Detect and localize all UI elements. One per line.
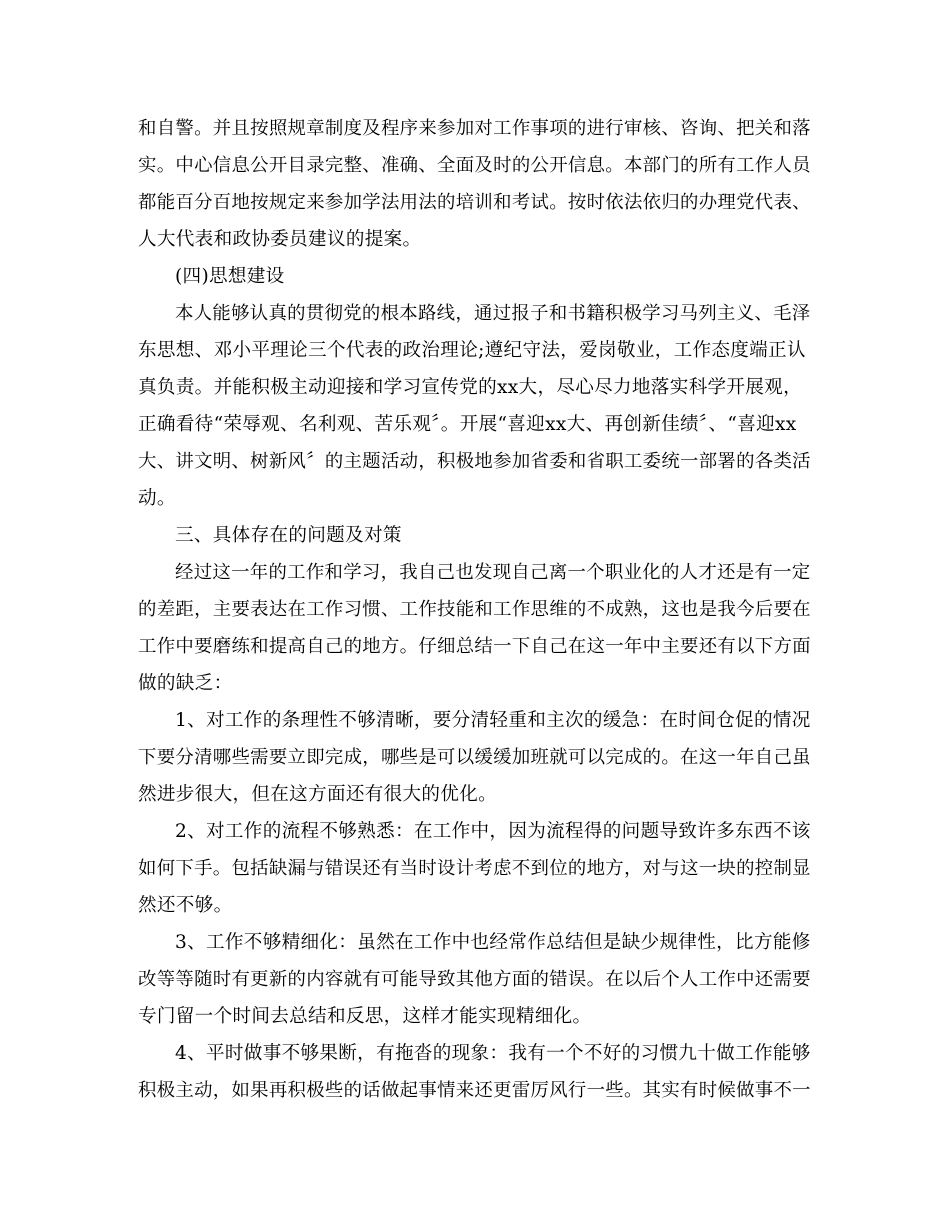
list-item: 4、平时做事不够果断，有拖沓的现象：我有一个不好的习惯九十做工作能够	[175, 1043, 811, 1064]
text-line: 专门留一个时间去总结和反思，这样才能实现精细化。	[138, 1006, 592, 1027]
text-line: 如何下手。包括缺漏与错误还有当时设计考虑不到位的地方，对与这一块的控制显	[138, 858, 811, 879]
text-line: 正确看待“荣辱观、名利观、苦乐观〞。开展“喜迎xx大、再创新佳绩〞、“喜迎xx	[138, 414, 797, 435]
text-line: 然还不够。	[138, 895, 233, 916]
text-line: 动。	[138, 488, 176, 509]
text-line: 都能百分百地按规定来参加学法用法的培训和考试。按时依法依归的办理党代表、	[138, 192, 811, 213]
text-line: 下要分清哪些需要立即完成，哪些是可以缓缓加班就可以完成的。在这一年自己虽	[138, 747, 811, 768]
text-line: 人大代表和政协委员建议的提案。	[138, 229, 422, 250]
text-line: 实。中心信息公开目录完整、准确、全面及时的公开信息。本部门的所有工作人员	[138, 155, 811, 176]
text-line: 改等等随时有更新的内容就有可能导致其他方面的错误。在以后个人工作中还需要	[138, 969, 811, 990]
text-line: 和自警。并且按照规章制度及程序来参加对工作事项的进行审核、咨询、把关和落	[138, 118, 811, 139]
list-item: 3、工作不够精细化：虽然在工作中也经常作总结但是缺少规律性，比方能修	[175, 932, 811, 953]
list-item: 1、对工作的条理性不够清晰，要分清轻重和主次的缓急：在时间仓促的情况	[175, 710, 811, 731]
text-line: 工作中要磨练和提高自己的地方。仔细总结一下自己在这一年中主要还有以下方面	[138, 636, 811, 657]
text-line: 然进步很大，但在这方面还有很大的优化。	[138, 784, 497, 805]
section-heading: (四)思想建设	[175, 266, 285, 287]
text-line: 的差距，主要表达在工作习惯、工作技能和工作思维的不成熟，这也是我今后要在	[138, 599, 811, 620]
text-line: 经过这一年的工作和学习，我自己也发现自己离一个职业化的人才还是有一定	[175, 562, 811, 583]
text-line: 积极主动，如果再积极些的话做起事情来还更雷厉风行一些。其实有时候做事不一	[138, 1080, 811, 1101]
list-item: 2、对工作的流程不够熟悉：在工作中，因为流程得的问题导致许多东西不该	[175, 821, 811, 842]
text-line: 真负责。并能积极主动迎接和学习宣传党的xx大，尽心尽力地落实科学开展观，	[138, 377, 802, 398]
text-line: 做的缺乏：	[138, 673, 233, 694]
text-line: 东思想、邓小平理论三个代表的政治理论;遵纪守法，爱岗敬业，工作态度端正认	[138, 340, 806, 361]
text-line: 本人能够认真的贯彻党的根本路线，通过报子和书籍积极学习马列主义、毛泽	[175, 303, 811, 324]
section-heading: 三、具体存在的问题及对策	[175, 525, 402, 546]
text-line: 大、讲文明、树新风〞的主题活动，积极地参加省委和省职工委统一部署的各类活	[138, 451, 811, 472]
